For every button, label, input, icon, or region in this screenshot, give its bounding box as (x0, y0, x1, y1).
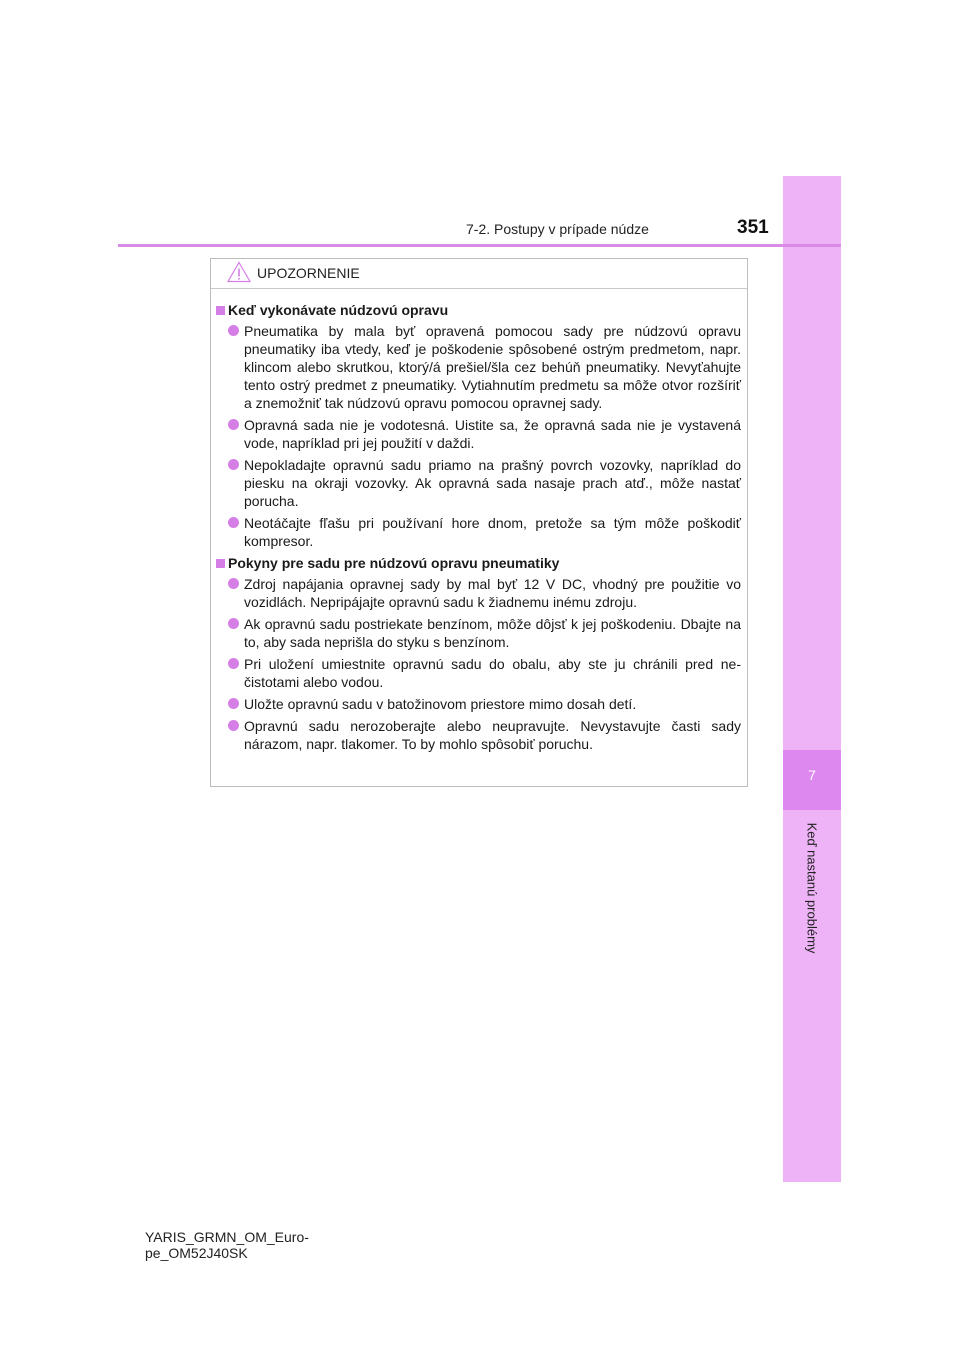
list-item (216, 514, 741, 550)
list-item-text: Pri uložení umiestnite opravnú sadu do obalu, aby ste ju chránili pred nečistotami alebo vodou. (244, 656, 741, 690)
warning-body (211, 289, 747, 753)
section-heading (216, 301, 741, 319)
list-item-text: Zdroj napájania opravnej sady by mal byť 12 V DC, vhodný pre použitie vo vozidlách. Nepripájajte opravnú sadu k žiadnemu inému zdroju. (244, 576, 741, 610)
circle-bullet-icon (228, 419, 239, 430)
list-item (216, 615, 741, 651)
document-footer (145, 1229, 309, 1261)
circle-bullet-icon (228, 618, 239, 629)
section-heading-text: Pokyny pre sadu pre núdzovú opravu pneumatiky (228, 555, 560, 571)
circle-bullet-icon (228, 698, 239, 709)
warning-box (210, 258, 748, 787)
circle-bullet-icon (228, 517, 239, 528)
list-item-text: Neotáčajte fľašu pri používaní hore dnom, pretože sa tým môže poškodiť kompresor. (244, 515, 741, 549)
warning-header (211, 259, 747, 289)
list-item (216, 695, 741, 713)
chapter-number-tab (783, 750, 841, 810)
list-item (216, 575, 741, 611)
footer-line: pe_OM52J40SK (145, 1245, 248, 1261)
square-bullet-icon (216, 559, 225, 568)
section-title: 7-2. Postupy v prípade núdze (466, 221, 649, 237)
circle-bullet-icon (228, 578, 239, 589)
section-heading (216, 554, 741, 572)
list-item-text: Opravnú sadu nerozoberajte alebo neupravujte. Nevystavujte časti sady nárazom, napr. tlakomer. To by mohlo spôsobiť poruchu. (244, 718, 741, 752)
list-item (216, 717, 741, 753)
chapter-number: 7 (808, 767, 816, 783)
warning-title: UPOZORNENIE (257, 265, 360, 281)
header-rule (118, 244, 841, 247)
chapter-side-tab (783, 176, 841, 1182)
square-bullet-icon (216, 306, 225, 315)
page-number: 351 (737, 217, 769, 238)
list-item-text: Opravná sada nie je vodotesná. Uistite sa, že opravná sada nie je vystavená vode, napríklad pri jej použití v daždi. (244, 417, 741, 451)
footer-line: YARIS_GRMN_OM_Euro- (145, 1229, 309, 1245)
circle-bullet-icon (228, 459, 239, 470)
list-item-text: Uložte opravnú sadu v batožinovom priestore mimo dosah detí. (244, 696, 637, 712)
list-item (216, 456, 741, 510)
section-heading-text: Keď vykonávate núdzovú opravu (228, 302, 449, 318)
list-item (216, 416, 741, 452)
circle-bullet-icon (228, 720, 239, 731)
circle-bullet-icon (228, 658, 239, 669)
list-item (216, 655, 741, 691)
list-item (216, 322, 741, 412)
circle-bullet-icon (228, 325, 239, 336)
warning-triangle-icon (227, 261, 251, 283)
list-item-text: Ak opravnú sadu postriekate benzínom, môže dôjsť k jej poškodeniu. Dbajte na to, aby sada neprišla do styku s benzínom. (244, 616, 741, 650)
chapter-label: Keď nastanú problémy (804, 822, 820, 954)
list-item-text: Pneumatika by mala byť opravená pomocou sady pre núdzovú opravu pneumatiky iba vtedy, keď je poškodenie spôsobené ostrým predmetom, napr. klincom alebo skrutkou, ktorý/á prešiel/šla cez behúň pneumatiky. Nevyťahujte tento ostrý predmet z pneumatiky. Vytiahnutím predmetu sa môže otvor rozšíriť a znemožniť tak núdzovú opravu pomocou opravnej sady. (244, 323, 741, 411)
list-item-text: Nepokladajte opravnú sadu priamo na prašný povrch vozovky, napríklad do piesku na okraji vozovky. Ak opravná sada nasaje prach atď., môže nastať porucha. (244, 457, 741, 509)
